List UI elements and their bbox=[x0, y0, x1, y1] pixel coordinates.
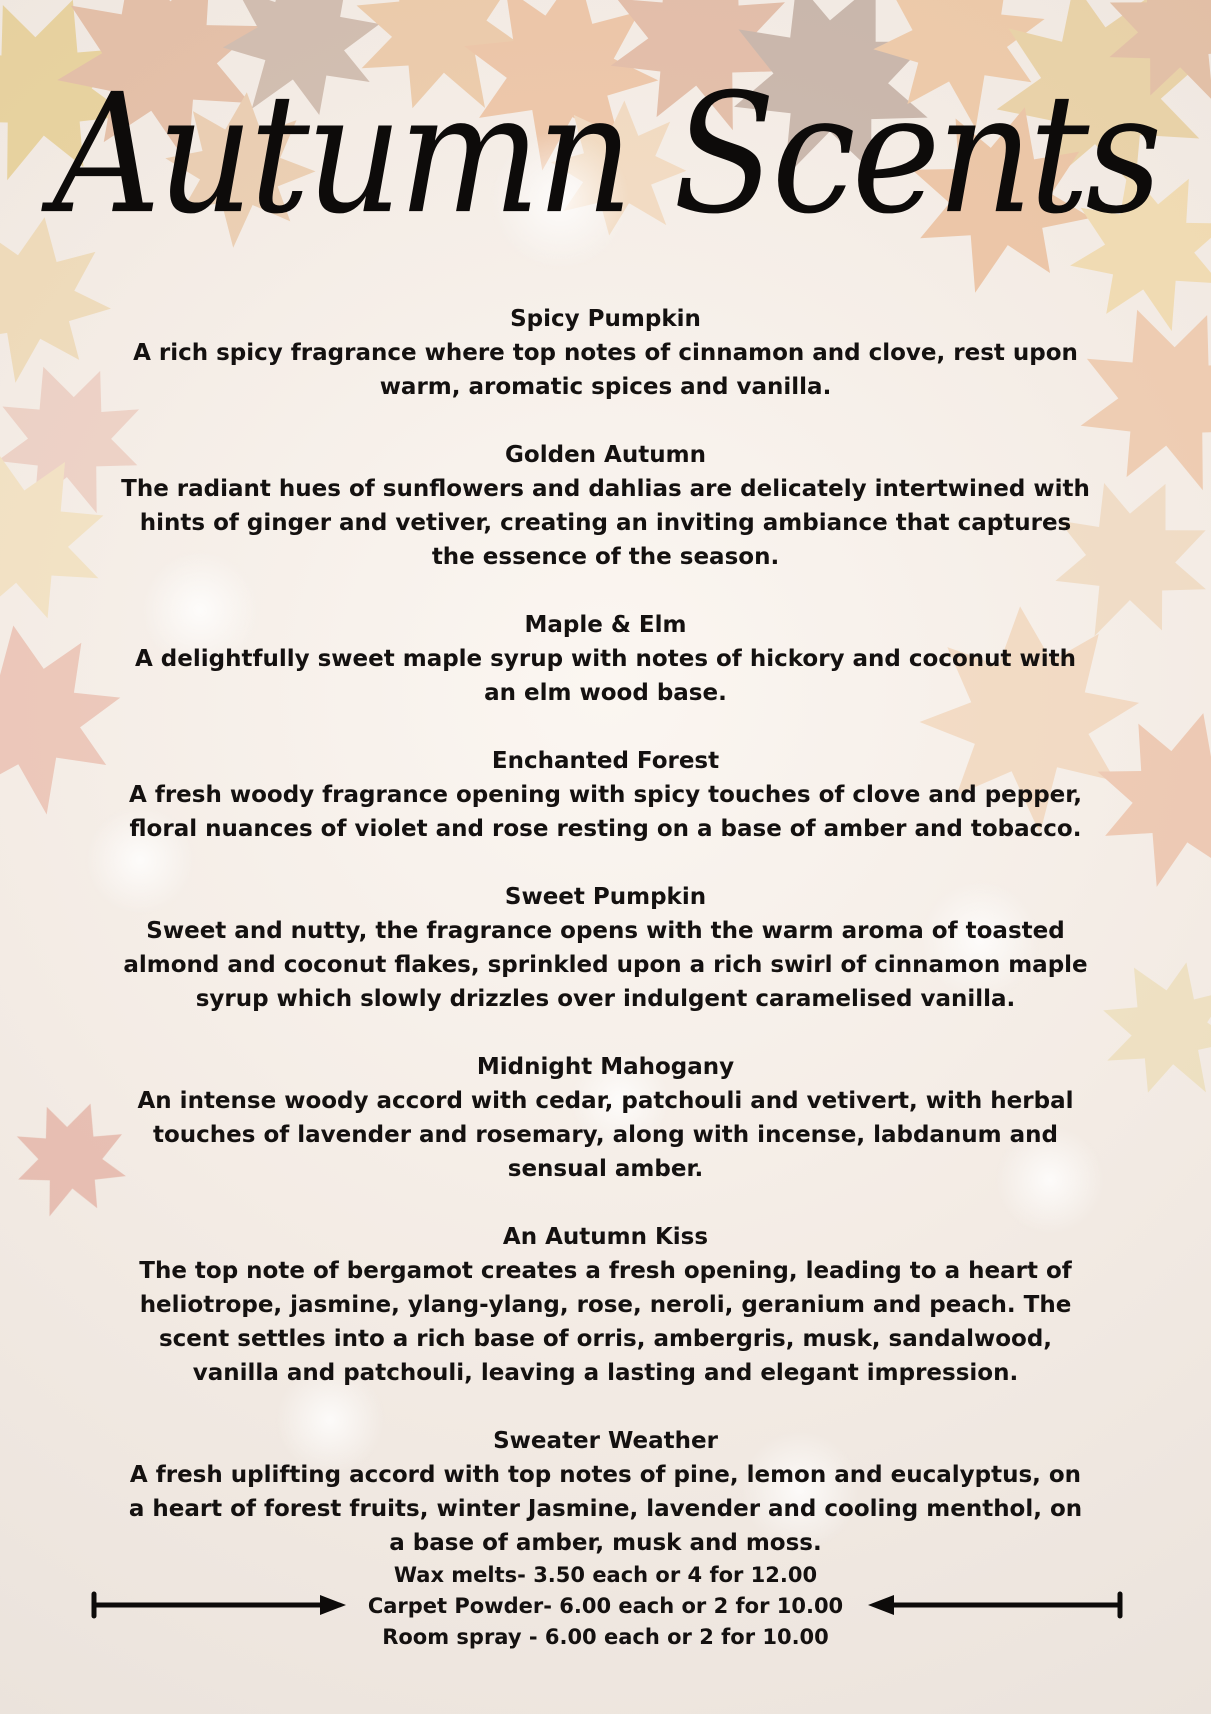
arrow-left-icon bbox=[864, 1590, 1124, 1620]
scent-description: Sweet and nutty, the fragrance opens with the warm aroma of toasted almond and coconut flakes, sprinkled upon a rich swirl of cinnamon maple syrup which slowly drizzles over indulgent caramelised vanilla. bbox=[123, 918, 1088, 1012]
scent-item bbox=[120, 880, 1091, 1016]
scent-name: Sweater Weather bbox=[493, 1428, 718, 1454]
scent-description: A fresh uplifting accord with top notes of pine, lemon and eucalyptus, on a heart of forest fruits, winter Jasmine, lavender and cooling menthol, on a base of amber, musk and moss. bbox=[128, 1462, 1083, 1556]
scent-description: The radiant hues of sunflowers and dahlias are delicately intertwined with hints of ginger and vetiver, creating an inviting ambiance that captures the essence of the season. bbox=[121, 476, 1090, 570]
scent-name: Midnight Mahogany bbox=[476, 1054, 735, 1080]
scent-name: Golden Autumn bbox=[505, 442, 706, 468]
scent-description: A fresh woody fragrance opening with spicy touches of clove and pepper, floral nuances of violet and rose resting on a base of amber and tobacco. bbox=[129, 782, 1082, 842]
page-title: Autumn Scents bbox=[52, 59, 1159, 251]
scent-item bbox=[120, 608, 1091, 710]
scent-description: A rich spicy fragrance where top notes of cinnamon and clove, rest upon warm, aromatic spices and vanilla. bbox=[133, 340, 1078, 400]
scent-item bbox=[120, 1050, 1091, 1186]
scent-description: An intense woody accord with cedar, patchouli and vetivert, with herbal touches of lavender and rosemary, along with incense, labdanum and sensual amber. bbox=[137, 1088, 1074, 1182]
scent-item bbox=[120, 1424, 1091, 1560]
scent-list bbox=[120, 302, 1091, 1594]
scent-item bbox=[120, 1220, 1091, 1390]
price-list bbox=[300, 1560, 911, 1653]
scent-item bbox=[120, 438, 1091, 574]
scent-name: Sweet Pumpkin bbox=[504, 884, 707, 910]
scent-name: Enchanted Forest bbox=[491, 748, 720, 774]
scent-item bbox=[120, 302, 1091, 404]
scent-description: The top note of bergamot creates a fresh opening, leading to a heart of heliotrope, jasmine, ylang-ylang, rose, neroli, geranium and peach. The scent settles into a rich base of orris, ambergris, musk, sandalwood, vanilla and patchouli, leaving a lasting and elegant impression. bbox=[139, 1258, 1072, 1386]
scent-item bbox=[120, 744, 1091, 846]
scent-name: Maple & Elm bbox=[524, 612, 687, 638]
price-wax-melts: Wax melts- 3.50 each or 4 for 12.00 bbox=[393, 1563, 818, 1587]
scent-name: An Autumn Kiss bbox=[502, 1224, 709, 1250]
price-room-spray: Room spray - 6.00 each or 2 for 10.00 bbox=[382, 1625, 829, 1649]
scent-description: A delightfully sweet maple syrup with notes of hickory and coconut with an elm wood base. bbox=[134, 646, 1077, 706]
price-carpet-powder: Carpet Powder- 6.00 each or 2 for 10.00 bbox=[367, 1594, 844, 1618]
scent-name: Spicy Pumpkin bbox=[510, 306, 701, 332]
